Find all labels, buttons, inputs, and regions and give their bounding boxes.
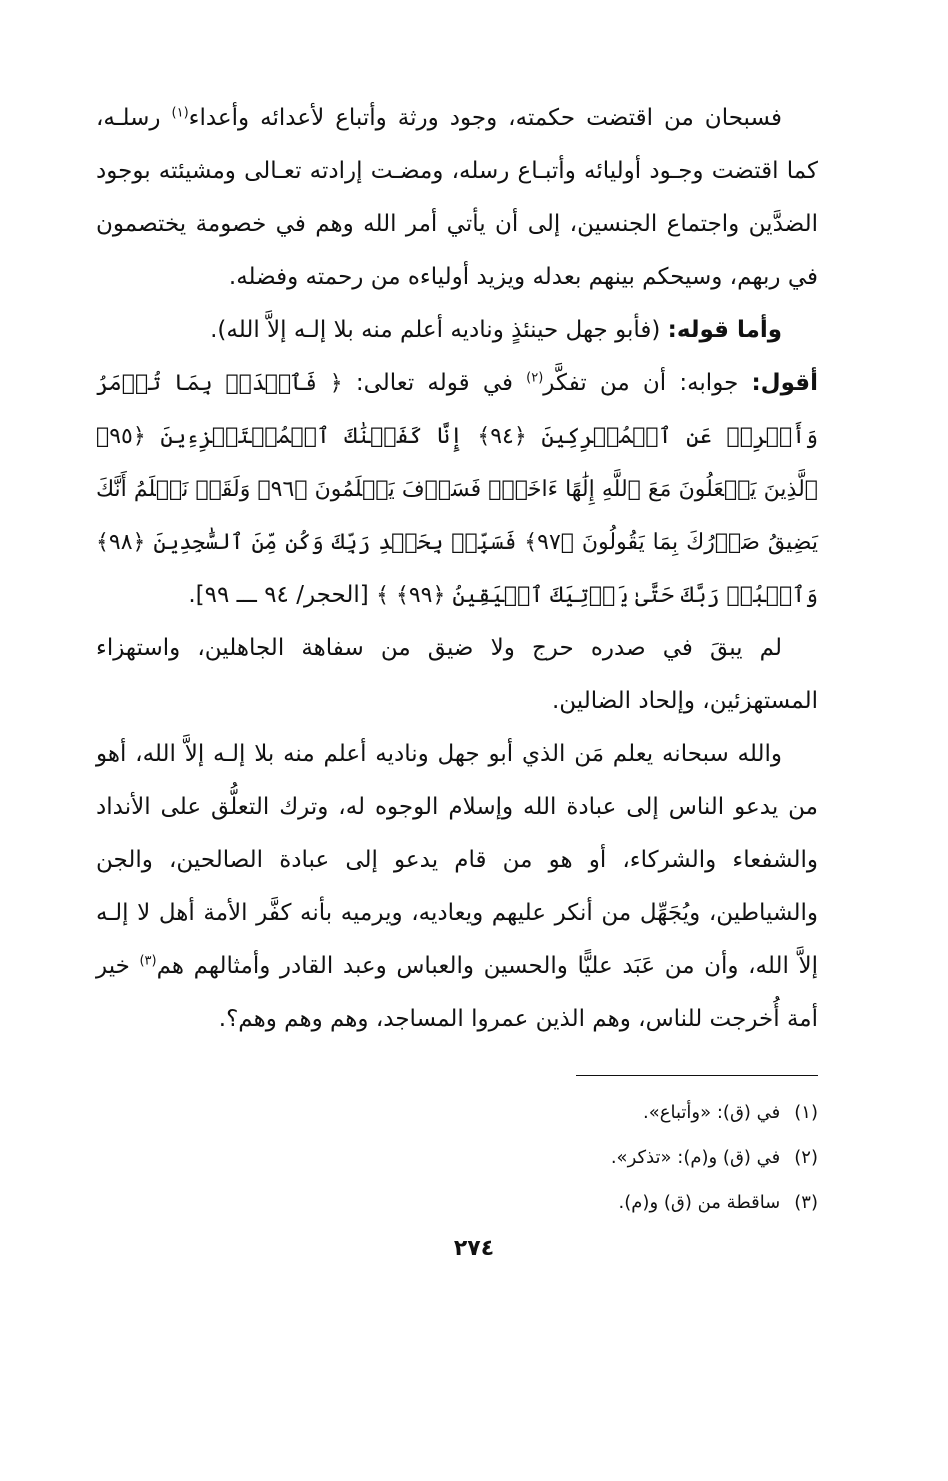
paragraph-1 [96,92,818,304]
verse-citation: [الحجر/ ٩٤ ـــ ٩٩]. [188,582,377,608]
footnote-1-number: (١) [794,1102,818,1123]
footnote-separator [576,1075,818,1076]
footnote-2-text: في (ق) و(م): «تذكر». [610,1147,781,1168]
footnotes [420,1090,818,1225]
footnote-1 [420,1090,818,1135]
page-body [96,92,818,1046]
paragraph-4: لم يبقَ في صدره حرج ولا ضيق من سفاهة الجاهلين، واستهزاء المستهزئين، وإلحاد الضالين. [96,635,818,714]
footnote-1-text: في (ق): «وأتباع». [643,1102,781,1123]
footnote-marker-3: (٣) [139,953,157,969]
footnote-2 [420,1135,818,1180]
footnote-3 [420,1180,818,1225]
page-number: ٢٧٤ [453,1236,495,1261]
paragraph-2-text: (فأبو جهل حينئذٍ وناديه أعلم منه بلا إلـه إلاَّ الله). [210,317,668,343]
paragraph-2 [96,304,818,357]
footnote-3-text: ساقطة من (ق) و(م). [618,1192,781,1213]
paragraph-3 [96,357,818,622]
paragraph-5-text-a: والله سبحانه يعلم مَن الذي أبو جهل وناديه أعلم منه بلا إلـه إلاَّ الله، أهو من يدعو الناس إلى عبادة الله وإسلام الوجوه له، وترك التعلُّق على الأنداد والشفعاء والشركاء، أو هو من قام يدعو إلى عبادة الصالحين، والجن والشياطين، ويُجَهِّل من أنكر عليهم ويعاديه، ويرميه بأنه كفَّر الأمة أهل لا إلـه إلاَّ الله، وأن من عَبَد عليًّا والحسين والعباس وعبد القادر وأمثالهم هم [96,741,818,979]
paragraph-3-text-b: في قوله تعالى: [342,370,527,396]
paragraph-2-lead: وأما قوله: [667,317,782,343]
footnote-marker-1: (١) [171,105,189,121]
paragraph-1-text-b: رسلـه، كما اقتضت وجـود أوليائه وأتبـاع رسله، ومضـت إرادته تعـالى ومشيئته بوجود الضدَّين واجتماع الجنسين، إلى أن يأتي أمر الله وهم في خصومة يختصمون في ربهم، وسيحكم بينهم بعدله ويزيد أولياءه من رحمته وفضله. [96,105,818,290]
paragraph-3-lead: أقول: [751,370,818,396]
paragraph-5-text-b: خير أمة أُخرجت للناس، وهم الذين عمروا المساجد، وهم وهم وهم؟. [96,953,818,1032]
footnote-3-number: (٣) [794,1192,818,1213]
footnote-marker-2: (٢) [526,370,544,386]
paragraph-5 [96,728,818,1046]
footnote-2-number: (٢) [794,1147,818,1168]
paragraph-3-text-a: جوابه: أن من تفكَّر [543,370,752,396]
quran-verse: ﴿ فَٱصۡدَعۡ بِمَا تُؤۡمَرُ وَأَعۡرِضۡ عَنِ ٱلۡمُشۡرِكِينَ ﴿٩٤﴾ إِنَّا كَفَيۡنَٰكَ ٱلۡمُسۡتَهۡزِءِينَ ﴿٩٥﴾ ٱلَّذِينَ يَجۡعَلُونَ مَعَ ٱللَّهِ إِلَٰهًا ءَاخَرَۚ فَسَوۡفَ يَعۡلَمُونَ ﴿٩٦﴾ وَلَقَدۡ نَعۡلَمُ أَنَّكَ يَضِيقُ صَدۡرُكَ بِمَا يَقُولُونَ ﴿٩٧﴾ فَسَبِّحۡ بِحَمۡدِ رَبِّكَ وَكُن مِّنَ ٱلسَّٰجِدِينَ ﴿٩٨﴾ وَٱعۡبُدۡ رَبَّكَ حَتَّىٰ يَأۡتِيَكَ ٱلۡيَقِينُ ﴿٩٩﴾ ﴾ [96,371,819,608]
paragraph-1-text-a: فسبحان من اقتضت حكمته، وجود ورثة وأتباع لأعدائه وأعداء [188,105,783,131]
